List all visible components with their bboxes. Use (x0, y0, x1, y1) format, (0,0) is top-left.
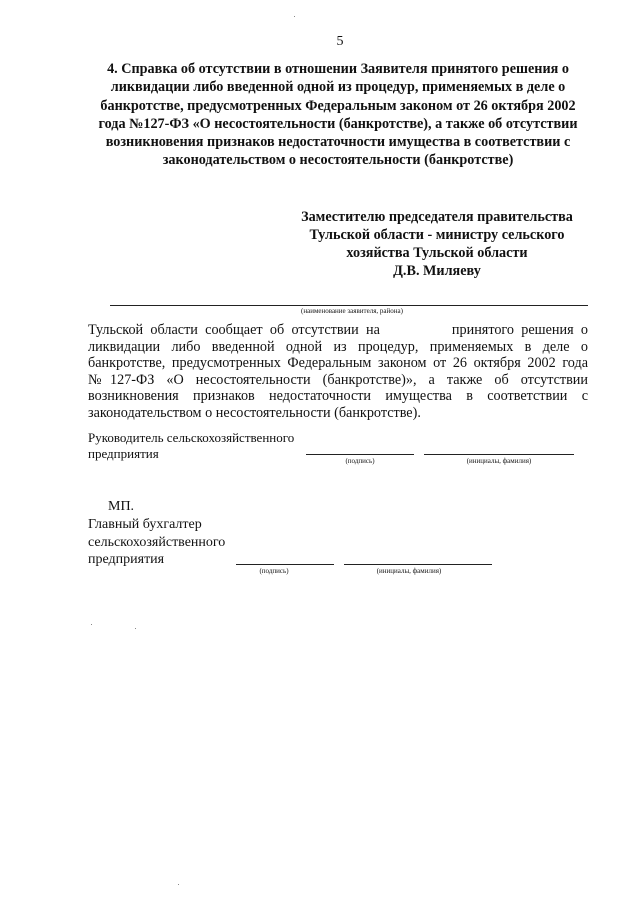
scan-speck (91, 624, 92, 625)
head-signature-label (88, 430, 294, 461)
accountant-signature-label (88, 516, 225, 569)
accountant-signature-line (236, 564, 334, 565)
accountant-signature-label-line: предприятия (88, 552, 165, 567)
head-name-line (424, 454, 574, 455)
accountant-name-line (344, 564, 492, 565)
head-signature-label-line: предприятия (88, 445, 159, 461)
addressee-line: Тульской области - министру сельского (309, 227, 565, 243)
scan-speck (294, 16, 295, 17)
accountant-signature-label-line: сельскохозяйственного (88, 534, 226, 550)
head-signature-caption: (подпись) (345, 457, 375, 465)
head-signature-label-line: Руководитель сельскохозяйственного (88, 430, 295, 445)
statement-text-part: принятого решения о ликвидации либо введенной одной из процедур, применяемых в деле о банкротстве, предусмотренных Федеральным законом от 26 октября 2002 года №127-ФЗ «О несостоятельности (банкротстве)», а также об отсутствии возникновения признаков недостаточности имущества в соответствии с законодательством о несостоятельности (банкротстве). (88, 322, 589, 421)
statement-text (88, 322, 588, 421)
accountant-signature-caption: (подпись) (259, 567, 289, 575)
head-signature-line (306, 454, 414, 455)
statement-text-part: Тульской области сообщает об отсутствии на (88, 322, 380, 338)
addressee-line: Заместителю председателя правительства (301, 209, 573, 225)
scan-speck (178, 884, 179, 885)
seal-label: МП. (108, 499, 135, 514)
head-name-caption: (инициалы, фамилия) (466, 457, 532, 465)
applicant-name-line (110, 305, 588, 306)
page-number: 5 (336, 34, 344, 49)
addressee-line: хозяйства Тульской области (346, 245, 528, 261)
accountant-signature-label-line: Главный бухгалтер (88, 517, 202, 532)
addressee-block (282, 208, 592, 280)
addressee-name: Д.В. Миляеву (393, 263, 481, 279)
document-heading: 4. Справка об отсутствии в отношении Заявителя принятого решения о ликвидации либо введенной одной из процедур, применяемых в деле о банкротстве, предусмотренных Федеральным законом от 26 октября 2002 года №127-ФЗ «О несостоятельности (банкротстве), а также об отсутствии возникновения признаков недостаточности имущества в соответствии с законодательством о несостоятельности (банкротстве) (98, 61, 578, 169)
accountant-name-caption: (инициалы, фамилия) (376, 567, 442, 575)
scan-speck (135, 628, 136, 629)
applicant-caption: (наименование заявителя, района) (301, 307, 403, 315)
